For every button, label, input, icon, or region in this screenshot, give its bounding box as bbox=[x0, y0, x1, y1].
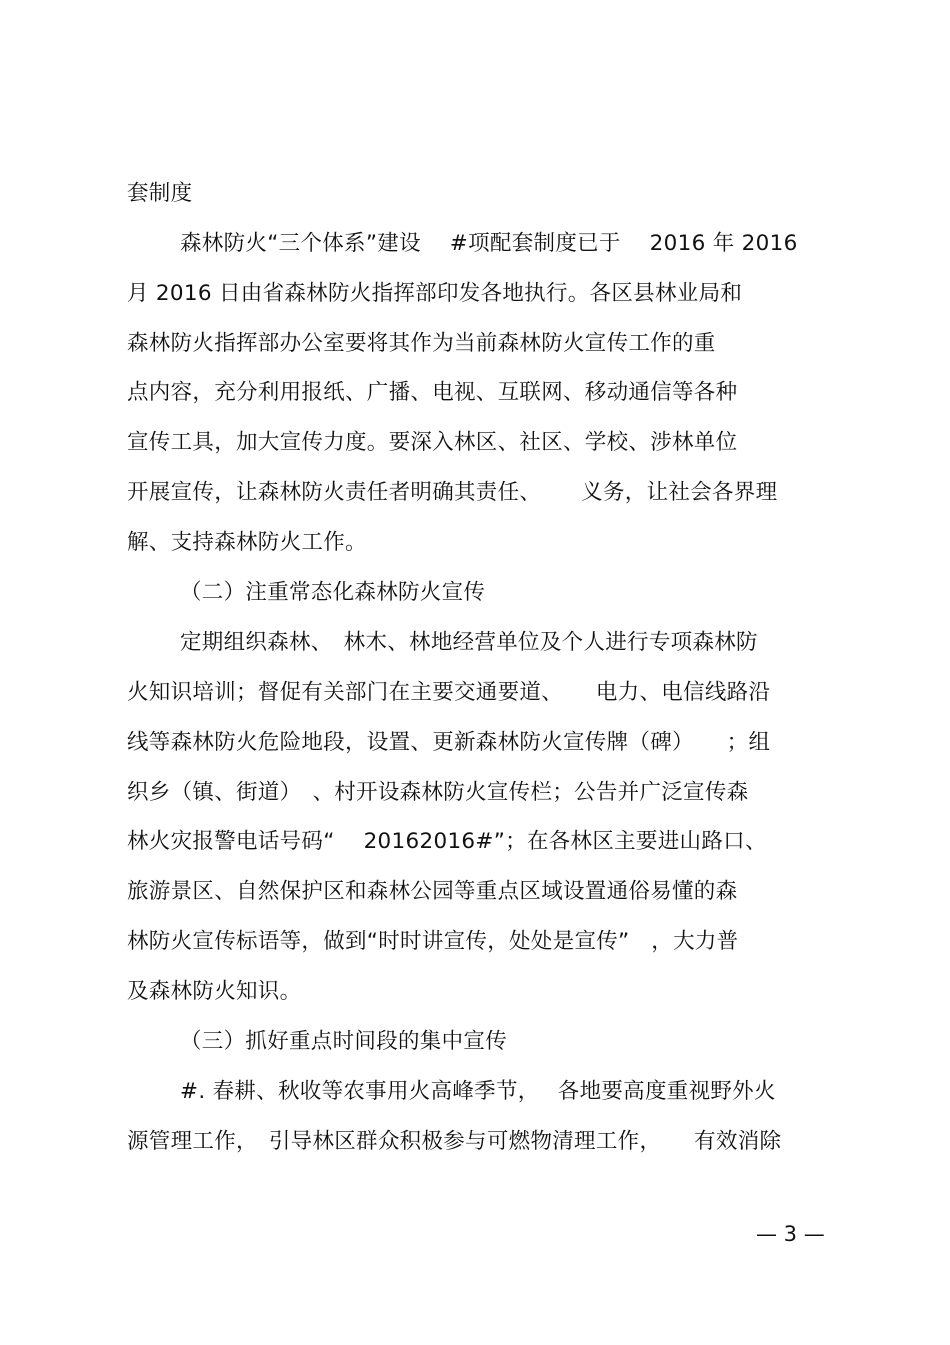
section-heading: （三）抓好重点时间段的集中宣传 bbox=[180, 1029, 508, 1054]
text-line: 火知识培训；督促有关部门在主要交通要道、 电力、电信线路沿 bbox=[127, 680, 771, 705]
text-line: 森林防火“三个体系”建设 #项配套制度已于 2016 年 2016 bbox=[180, 231, 798, 256]
text-line: 定期组织森林、 林木、林地经营单位及个人进行专项森林防 bbox=[180, 630, 758, 655]
page-number: — 3 — bbox=[756, 1222, 825, 1246]
text-line: 开展宣传，让森林防火责任者明确其责任、 义务，让社会各界理 bbox=[127, 480, 778, 505]
text-line: 林火灾报警电话号码“ 20162016#”；在各林区主要进山路口、 bbox=[127, 829, 767, 854]
text-line: 及森林防火知识。 bbox=[127, 979, 302, 1004]
text-line: 线等森林防火危险地段，设置、更新森林防火宣传牌（碑） ；组 bbox=[127, 730, 771, 755]
text-line: 月 2016 日由省森林防火指挥部印发各地执行。各区县林业局和 bbox=[127, 281, 743, 306]
text-line: 源管理工作， 引导林区群众积极参与可燃物清理工作， 有效消除 bbox=[127, 1129, 782, 1154]
text-line: #. 春耕、秋收等农事用火高峰季节， 各地要高度重视野外火 bbox=[180, 1079, 776, 1104]
text-line: 织乡（镇、街道） 、村开设森林防火宣传栏；公告并广泛宣传森 bbox=[127, 780, 749, 805]
text-line: 宣传工具，加大宣传力度。要深入林区、社区、学校、涉林单位 bbox=[127, 430, 738, 455]
section-heading: （二）注重常态化森林防火宣传 bbox=[180, 580, 486, 605]
text-line: 森林防火指挥部办公室要将其作为当前森林防火宣传工作的重 bbox=[127, 331, 716, 356]
text-line: 套制度 bbox=[127, 181, 193, 206]
text-line: 点内容，充分利用报纸、广播、电视、互联网、移动通信等各种 bbox=[127, 380, 738, 405]
text-line: 林防火宣传标语等，做到“时时讲宣传，处处是宣传” ，大力普 bbox=[127, 929, 739, 954]
text-line: 旅游景区、自然保护区和森林公园等重点区域设置通俗易懂的森 bbox=[127, 879, 738, 904]
text-line: 解、支持森林防火工作。 bbox=[127, 530, 367, 555]
